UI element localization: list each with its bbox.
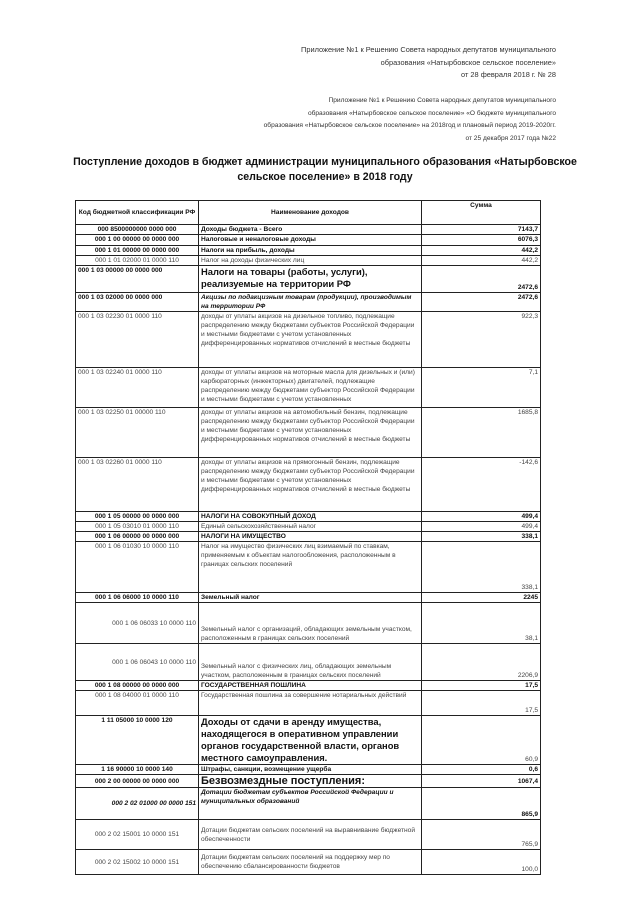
document-title: Поступление доходов в бюджет администрации муниципального образования «Натырбовское сельское поселение» в 2018 году — [73, 156, 577, 183]
amount-cell: 765,9 — [422, 820, 541, 850]
income-name-cell: Налог на доходы физических лиц — [199, 256, 422, 266]
table-row — [76, 458, 541, 512]
amount-cell: 7,1 — [422, 368, 541, 408]
header-line: от 25 декабря 2017 года №22 — [465, 134, 556, 142]
budget-code-cell: 000 1 03 02000 00 0000 000 — [76, 293, 199, 312]
amount-cell: 2206,9 — [422, 644, 541, 681]
table-row — [76, 603, 541, 644]
header-line: образования «Натырбовское сельское поселение» — [380, 57, 556, 67]
income-name-cell: доходы от уплаты акцизов на моторные масла для дизельных и (или) карбюраторных (инжекторных) двигателей, подлежащие распределению между бюджетами субъектор Российской Федерации и местными бюджетами с учетом установленных — [199, 368, 422, 408]
budget-code-cell: 000 1 03 00000 00 0000 000 — [76, 266, 199, 293]
income-name-cell: Земельный налог с физических лиц, обладающих земельным участком, расположенным в границах сельских поселений — [199, 644, 422, 681]
table-row — [76, 408, 541, 458]
amount-cell: 499,4 — [422, 522, 541, 532]
income-name-cell: Государственная пошлина за совершение нотариальных действий — [199, 691, 422, 716]
budget-code-cell: 1 11 05000 10 0000 120 — [76, 716, 199, 765]
amount-cell: 2472,6 — [422, 293, 541, 312]
table-row — [76, 765, 541, 775]
income-name-cell: Налоговые и неналоговые доходы — [199, 235, 422, 246]
budget-code-cell: 1 16 90000 10 0000 140 — [76, 765, 199, 775]
amount-cell: -142,6 — [422, 458, 541, 512]
table-row — [76, 312, 541, 368]
income-name-cell: Безвозмездные поступления: — [199, 775, 422, 788]
table-row — [76, 532, 541, 542]
budget-code-cell: 000 2 02 01000 00 0000 151 — [76, 788, 199, 820]
amount-cell: 60,9 — [422, 716, 541, 765]
budget-code-cell: 000 1 01 00000 00 0000 000 — [76, 246, 199, 256]
appendix-header-2 — [264, 95, 556, 145]
amount-cell: 1685,8 — [422, 408, 541, 458]
column-header-sum: Сумма — [422, 201, 541, 225]
income-name-cell: ГОСУДАРСТВЕННАЯ ПОШЛИНА — [199, 681, 422, 691]
amount-cell: 7143,7 — [422, 225, 541, 235]
income-name-cell: Земельный налог — [199, 593, 422, 603]
amount-cell: 17,5 — [422, 691, 541, 716]
table-row — [76, 225, 541, 235]
header-line: от 28 февраля 2018 г. № 28 — [461, 70, 556, 79]
amount-cell: 100,0 — [422, 850, 541, 875]
budget-code-cell: 000 1 03 02250 01 00000 110 — [76, 408, 199, 458]
table-row — [76, 716, 541, 765]
table-row — [76, 788, 541, 820]
amount-cell: 442,2 — [422, 246, 541, 256]
budget-code-cell: 000 1 06 00000 00 0000 000 — [76, 532, 199, 542]
table-row — [76, 691, 541, 716]
budget-code-cell: 000 1 03 02240 01 0000 110 — [76, 368, 199, 408]
budget-code-cell: 000 2 00 00000 00 0000 000 — [76, 775, 199, 788]
income-name-cell: Налог на имущество физических лиц взимаемый по ставкам, применяемым к объектам налогообложения, расположенным в границах сельских поселений — [199, 542, 422, 593]
table-row — [76, 593, 541, 603]
amount-cell: 865,9 — [422, 788, 541, 820]
budget-code-cell: 000 1 06 06033 10 0000 110 — [76, 603, 199, 644]
amount-cell: 38,1 — [422, 603, 541, 644]
budget-code-cell: 000 1 03 02260 01 0000 110 — [76, 458, 199, 512]
budget-code-cell: 000 2 02 15001 10 0000 151 — [76, 820, 199, 850]
header-line: Приложение №1 к Решению Совета народных депутатов муниципального — [328, 97, 556, 104]
income-name-cell: Доходы бюджета - Всего — [199, 225, 422, 235]
amount-cell: 922,3 — [422, 312, 541, 368]
table-row — [76, 644, 541, 681]
amount-cell: 442,2 — [422, 256, 541, 266]
table-row — [76, 256, 541, 266]
income-name-cell: Дотации бюджетам сельских поселений на поддержку мер по обеспечению сбалансированности бюджетов — [199, 850, 422, 875]
income-name-cell: доходы от уплаты акцизов на автомобильный бензин, подлежащие распределению между бюджетами субъектор Российской Федерации и местными бюджетами с учетом установленных дифференцированных нормативов отчислений в местные бюджеты — [199, 408, 422, 458]
table-row — [76, 235, 541, 246]
appendix-header-1 — [301, 44, 556, 82]
table-row — [76, 542, 541, 593]
header-line: образования «Натырбовское сельское поселение» на 2018год и плановый период 2019-2020гг. — [263, 122, 556, 129]
amount-cell: 17,5 — [422, 681, 541, 691]
table-row — [76, 775, 541, 788]
amount-cell: 499,4 — [422, 512, 541, 522]
amount-cell: 6076,3 — [422, 235, 541, 246]
table-row — [76, 522, 541, 532]
amount-cell: 338,1 — [422, 542, 541, 593]
table-row — [76, 266, 541, 293]
column-header-name: Наименование доходов — [199, 201, 422, 225]
table-row — [76, 368, 541, 408]
amount-cell: 338,1 — [422, 532, 541, 542]
income-name-cell: Земельный налог с организаций, обладающих земельным участком, расположенным в границах сельских поселений — [199, 603, 422, 644]
income-name-cell: доходы от уплаты акцизов на дизельное топливо, подлежащие распределению между бюджетами субъектов Российской Федерации и местными бюджетами с учетом установленных дифференцированных нормативов отчислений в местные бюджеты — [199, 312, 422, 368]
column-header-code: Код бюджетной классификации РФ — [76, 201, 199, 225]
budget-code-cell: 000 1 01 02000 01 0000 110 — [76, 256, 199, 266]
budget-code-cell: 000 1 05 03010 01 0000 110 — [76, 522, 199, 532]
income-name-cell: НАЛОГИ НА ИМУЩЕСТВО — [199, 532, 422, 542]
amount-cell: 2245 — [422, 593, 541, 603]
amount-cell: 2472,6 — [422, 266, 541, 293]
income-name-cell: Акцизы по подакцизным товарам (продукции), производимым на территории РФ — [199, 293, 422, 312]
budget-code-cell: 000 1 00 00000 00 0000 000 — [76, 235, 199, 246]
budget-code-cell: 000 1 03 02230 01 0000 110 — [76, 312, 199, 368]
amount-cell: 1067,4 — [422, 775, 541, 788]
income-name-cell: Налоги на товары (работы, услуги), реализуемые на территории РФ — [199, 266, 422, 293]
table-row — [76, 293, 541, 312]
table-row — [76, 681, 541, 691]
table-row — [76, 512, 541, 522]
table-row — [76, 850, 541, 875]
budget-code-cell: 000 1 08 04000 01 0000 110 — [76, 691, 199, 716]
table-header-row — [76, 201, 541, 225]
income-name-cell: НАЛОГИ НА СОВОКУПНЫЙ ДОХОД — [199, 512, 422, 522]
budget-code-cell: 000 1 08 00000 00 0000 000 — [76, 681, 199, 691]
income-name-cell: Единый сельскохозяйственный налог — [199, 522, 422, 532]
income-name-cell: Налоги на прибыль, доходы — [199, 246, 422, 256]
income-name-cell: Штрафы, санкции, возмещение ущерба — [199, 765, 422, 775]
table-row — [76, 820, 541, 850]
budget-code-cell: 000 8500000000 0000 000 — [76, 225, 199, 235]
revenue-table — [75, 200, 541, 875]
income-name-cell: Доходы от сдачи в аренду имущества, находящегося в оперативном управлении органов государственной власти, органов местного самоуправления. — [199, 716, 422, 765]
header-line: образования «Натырбовское сельское поселение» «О бюджете муниципального — [307, 109, 556, 117]
amount-cell: 0,6 — [422, 765, 541, 775]
budget-code-cell: 000 1 05 00000 00 0000 000 — [76, 512, 199, 522]
budget-code-cell: 000 1 06 01030 10 0000 110 — [76, 542, 199, 593]
header-line: Приложение №1 к Решению Совета народных депутатов муниципального — [301, 45, 556, 54]
income-name-cell: Дотации бюджетам субъектов Российской Федерации и муниципальных образований — [199, 788, 422, 820]
income-name-cell: доходы от уплаты акцизов на прямогонный бензин, подлежащие распределению между бюджетами субъектор Российской Федерации и местными бюджетами с учетом установленных дифференцированных нормативов отчислений в местные бюджеты — [199, 458, 422, 512]
income-name-cell: Дотации бюджетам сельских поселений на выравнивание бюджетной обеспеченности — [199, 820, 422, 850]
budget-code-cell: 000 1 06 06000 10 0000 110 — [76, 593, 199, 603]
table-row — [76, 246, 541, 256]
budget-code-cell: 000 1 06 06043 10 0000 110 — [76, 644, 199, 681]
budget-code-cell: 000 2 02 15002 10 0000 151 — [76, 850, 199, 875]
